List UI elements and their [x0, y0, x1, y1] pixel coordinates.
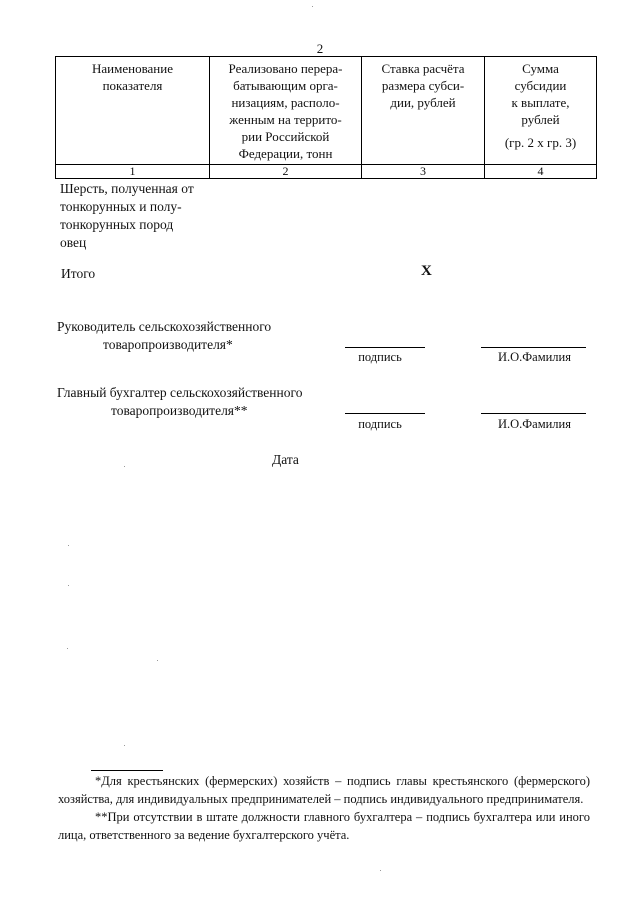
page-number: 2 [316, 41, 324, 56]
scan-speck [312, 6, 313, 7]
footnote-2: **При отсутствии в штате должности главного бухгалтера – подпись бухгалтера или иного лица, ответственного за ведение бухгалтерского учёта. [58, 810, 590, 842]
name-caption: И.О.Фамилия [497, 350, 571, 364]
header-subsidy-amount: Сумма субсидии к выплате, рублей (гр. 2 х гр. 3) [485, 57, 597, 165]
name-caption: И.О.Фамилия [497, 417, 571, 431]
footnotes [58, 772, 590, 844]
column-number: 3 [362, 165, 485, 179]
signature-caption: подпись [358, 350, 402, 364]
footnote-separator [91, 770, 163, 771]
column-number: 1 [56, 165, 210, 179]
scan-speck [157, 660, 158, 661]
row-indicator-name: Шерсть, полученная от тонкорунных и полу- тонкорунных пород овец [60, 181, 194, 250]
scan-speck [380, 870, 381, 871]
column-number-row [56, 165, 597, 179]
total-label: Итого [61, 266, 96, 281]
header-formula: (гр. 2 х гр. 3) [504, 135, 577, 150]
signature-line [345, 413, 425, 414]
scan-speck [67, 648, 68, 649]
signature-caption: подпись [358, 417, 402, 431]
footnote-1: *Для крестьянских (фермерских) хозяйств – подпись главы крестьянского (фермерского) хозяйства, для индивидуальных предпринимателей – подпись индивидуального предпринимателя. [58, 774, 590, 806]
table-header-row [56, 57, 597, 165]
scan-speck [124, 466, 125, 467]
signature-title-head: Руководитель сельскохозяйственного товаропроизводителя* [57, 319, 272, 352]
column-number: 2 [210, 165, 362, 179]
name-line [481, 347, 586, 348]
scan-speck [68, 545, 69, 546]
name-line [481, 413, 586, 414]
scan-speck [124, 745, 125, 746]
scan-speck [68, 585, 69, 586]
date-label: Дата [272, 452, 299, 467]
signature-line [345, 347, 425, 348]
subsidy-table [55, 56, 597, 179]
header-subsidy-rate: Ставка расчёта размера субси- дии, рублей [362, 57, 485, 165]
total-x-mark: Х [421, 263, 432, 279]
signature-title-accountant: Главный бухгалтер сельскохозяйственного товаропроизводителя** [57, 385, 303, 418]
header-sold-volume: Реализовано перера- батывающим орга- низациям, располо- женным на террито- рии Российской Федерации, тонн [210, 57, 362, 165]
header-indicator-name: Наименование показателя [56, 57, 210, 165]
column-number: 4 [485, 165, 597, 179]
